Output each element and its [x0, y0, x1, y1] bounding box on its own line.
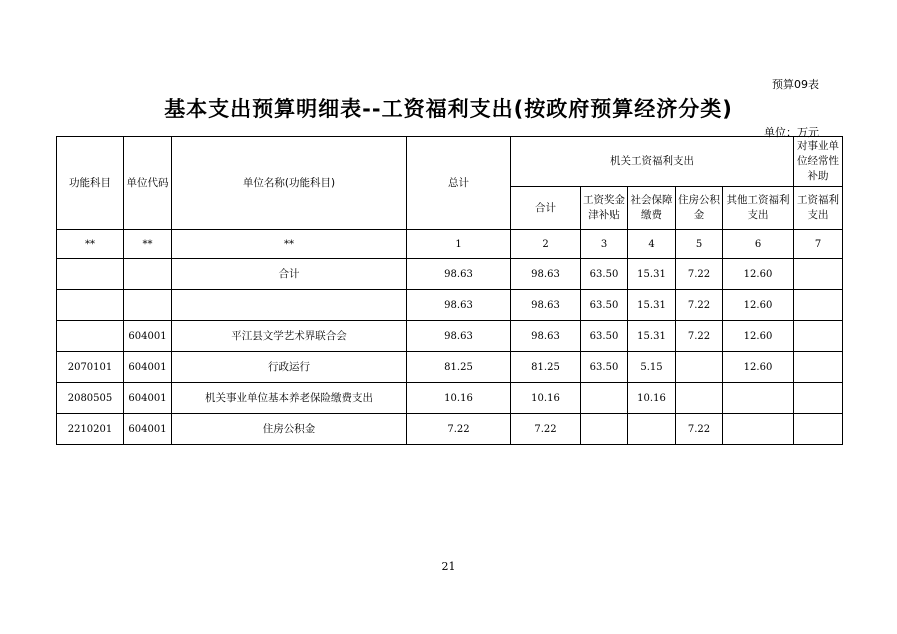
index-cell: ** [172, 230, 407, 259]
table-cell [676, 352, 723, 383]
header-sub-total: 合计 [511, 187, 581, 230]
table-cell: 2210201 [57, 414, 124, 445]
table-cell [628, 414, 676, 445]
header-housing: 住房公积金 [676, 187, 723, 230]
table-cell: 10.16 [407, 383, 511, 414]
table-cell: 98.63 [511, 321, 581, 352]
table-cell: 12.60 [723, 352, 794, 383]
page-number: 21 [441, 560, 456, 573]
budget-table [56, 136, 843, 445]
table-cell: 604001 [124, 414, 172, 445]
table-cell: 合计 [172, 259, 407, 290]
table-cell [794, 383, 843, 414]
table-cell [794, 352, 843, 383]
table-cell: 604001 [124, 383, 172, 414]
header-salary: 工资奖金津补贴 [581, 187, 628, 230]
table-cell: 2080505 [57, 383, 124, 414]
header-unit-code: 单位代码 [124, 137, 172, 230]
table-cell [723, 383, 794, 414]
table-cell: 81.25 [407, 352, 511, 383]
table-cell: 81.25 [511, 352, 581, 383]
header-unit-name: 单位名称(功能科目) [172, 137, 407, 230]
table-cell: 7.22 [676, 259, 723, 290]
header-func-code: 功能科目 [57, 137, 124, 230]
table-cell: 10.16 [628, 383, 676, 414]
table-row [57, 383, 843, 414]
table-cell [57, 290, 124, 321]
table-row [57, 414, 843, 445]
table-cell: 604001 [124, 352, 172, 383]
page-title: 基本支出预算明细表--工资福利支出(按政府预算经济分类) [164, 97, 733, 121]
table-cell: 98.63 [511, 290, 581, 321]
table-cell: 98.63 [511, 259, 581, 290]
table-cell: 7.22 [676, 414, 723, 445]
table-cell: 机关事业单位基本养老保险缴费支出 [172, 383, 407, 414]
table-cell [124, 290, 172, 321]
table-cell: 63.50 [581, 259, 628, 290]
form-number: 预算09表 [772, 78, 819, 91]
table-cell [794, 290, 843, 321]
table-cell: 12.60 [723, 321, 794, 352]
index-cell: ** [124, 230, 172, 259]
index-cell: ** [57, 230, 124, 259]
table-cell: 平江县文学艺术界联合会 [172, 321, 407, 352]
table-cell [794, 414, 843, 445]
index-cell: 2 [511, 230, 581, 259]
table-cell: 7.22 [407, 414, 511, 445]
table-row [57, 321, 843, 352]
index-cell: 4 [628, 230, 676, 259]
header-other: 其他工资福利支出 [723, 187, 794, 230]
table-cell [124, 259, 172, 290]
unit-label: 单位：万元 [764, 126, 819, 139]
table-cell: 98.63 [407, 290, 511, 321]
table-cell: 行政运行 [172, 352, 407, 383]
table-cell: 12.60 [723, 259, 794, 290]
table-cell: 604001 [124, 321, 172, 352]
index-cell: 3 [581, 230, 628, 259]
table-cell [794, 259, 843, 290]
table-cell: 63.50 [581, 352, 628, 383]
table-cell: 98.63 [407, 259, 511, 290]
header-social: 社会保障缴费 [628, 187, 676, 230]
table-cell: 5.15 [628, 352, 676, 383]
table-cell: 15.31 [628, 321, 676, 352]
table-cell: 98.63 [407, 321, 511, 352]
header-agency-group: 机关工资福利支出 [511, 137, 794, 187]
table-cell [57, 259, 124, 290]
index-cell: 5 [676, 230, 723, 259]
table-cell [723, 414, 794, 445]
index-row [57, 230, 843, 259]
table-cell: 2070101 [57, 352, 124, 383]
table-cell [676, 383, 723, 414]
table-cell: 63.50 [581, 321, 628, 352]
table-cell: 住房公积金 [172, 414, 407, 445]
header-total: 总计 [407, 137, 511, 230]
table-row [57, 352, 843, 383]
table-cell [581, 414, 628, 445]
table-cell: 63.50 [581, 290, 628, 321]
index-cell: 6 [723, 230, 794, 259]
table-cell: 15.31 [628, 290, 676, 321]
table-cell: 7.22 [511, 414, 581, 445]
table-cell: 12.60 [723, 290, 794, 321]
table-cell [57, 321, 124, 352]
table-row [57, 290, 843, 321]
table-cell: 10.16 [511, 383, 581, 414]
header-subsidy-group: 对事业单位经常性补助 [794, 137, 843, 187]
table-cell [172, 290, 407, 321]
table-cell [794, 321, 843, 352]
index-cell: 7 [794, 230, 843, 259]
table-cell [581, 383, 628, 414]
table-cell: 15.31 [628, 259, 676, 290]
header-subsidy-salary: 工资福利支出 [794, 187, 843, 230]
table-cell: 7.22 [676, 290, 723, 321]
table-cell: 7.22 [676, 321, 723, 352]
table-row [57, 259, 843, 290]
index-cell: 1 [407, 230, 511, 259]
